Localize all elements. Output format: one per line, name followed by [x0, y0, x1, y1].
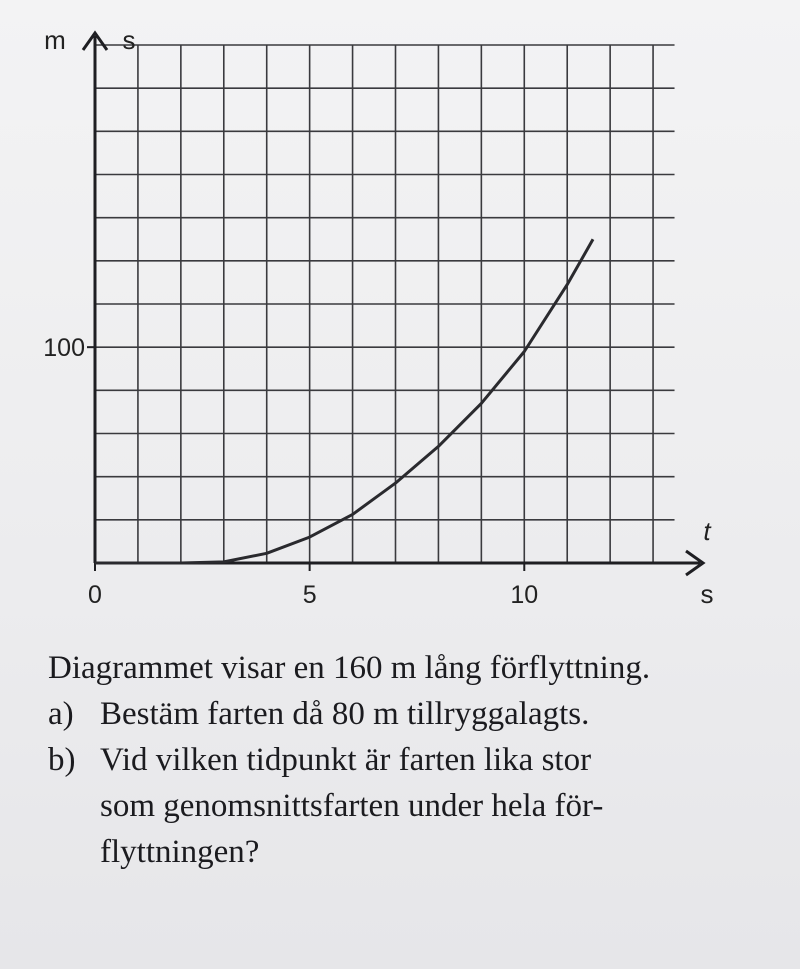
chart-grid: [95, 45, 675, 563]
x-axis-label: t: [703, 516, 711, 546]
question-b-label: b): [48, 742, 76, 778]
problem-text: [48, 645, 788, 875]
x-tick-label: 5: [302, 581, 317, 609]
y-tick-label: 100: [43, 334, 85, 363]
problem-intro: Diagrammet visar en 160 m lång förflyttning.: [48, 650, 651, 686]
y-axis-unit: m: [44, 25, 66, 55]
series-line: [95, 239, 593, 563]
chart-labels: [43, 25, 713, 609]
question-b: [48, 737, 788, 783]
x-axis-unit: s: [700, 579, 714, 609]
question-b-line-1: Vid vilken tidpunkt är farten lika stor: [100, 742, 592, 778]
question-b-line-3: flyttningen?: [100, 834, 260, 870]
question-a-label: a): [48, 696, 74, 732]
y-axis-label: s: [122, 25, 136, 55]
question-b-line-2: som genomsnittsfarten under hela för-: [100, 788, 604, 824]
question-a: [48, 691, 788, 737]
question-a-text: Bestäm farten då 80 m tillryggalagts.: [100, 696, 590, 732]
x-tick-label: 0: [88, 581, 102, 609]
x-tick-label: 10: [510, 581, 539, 609]
